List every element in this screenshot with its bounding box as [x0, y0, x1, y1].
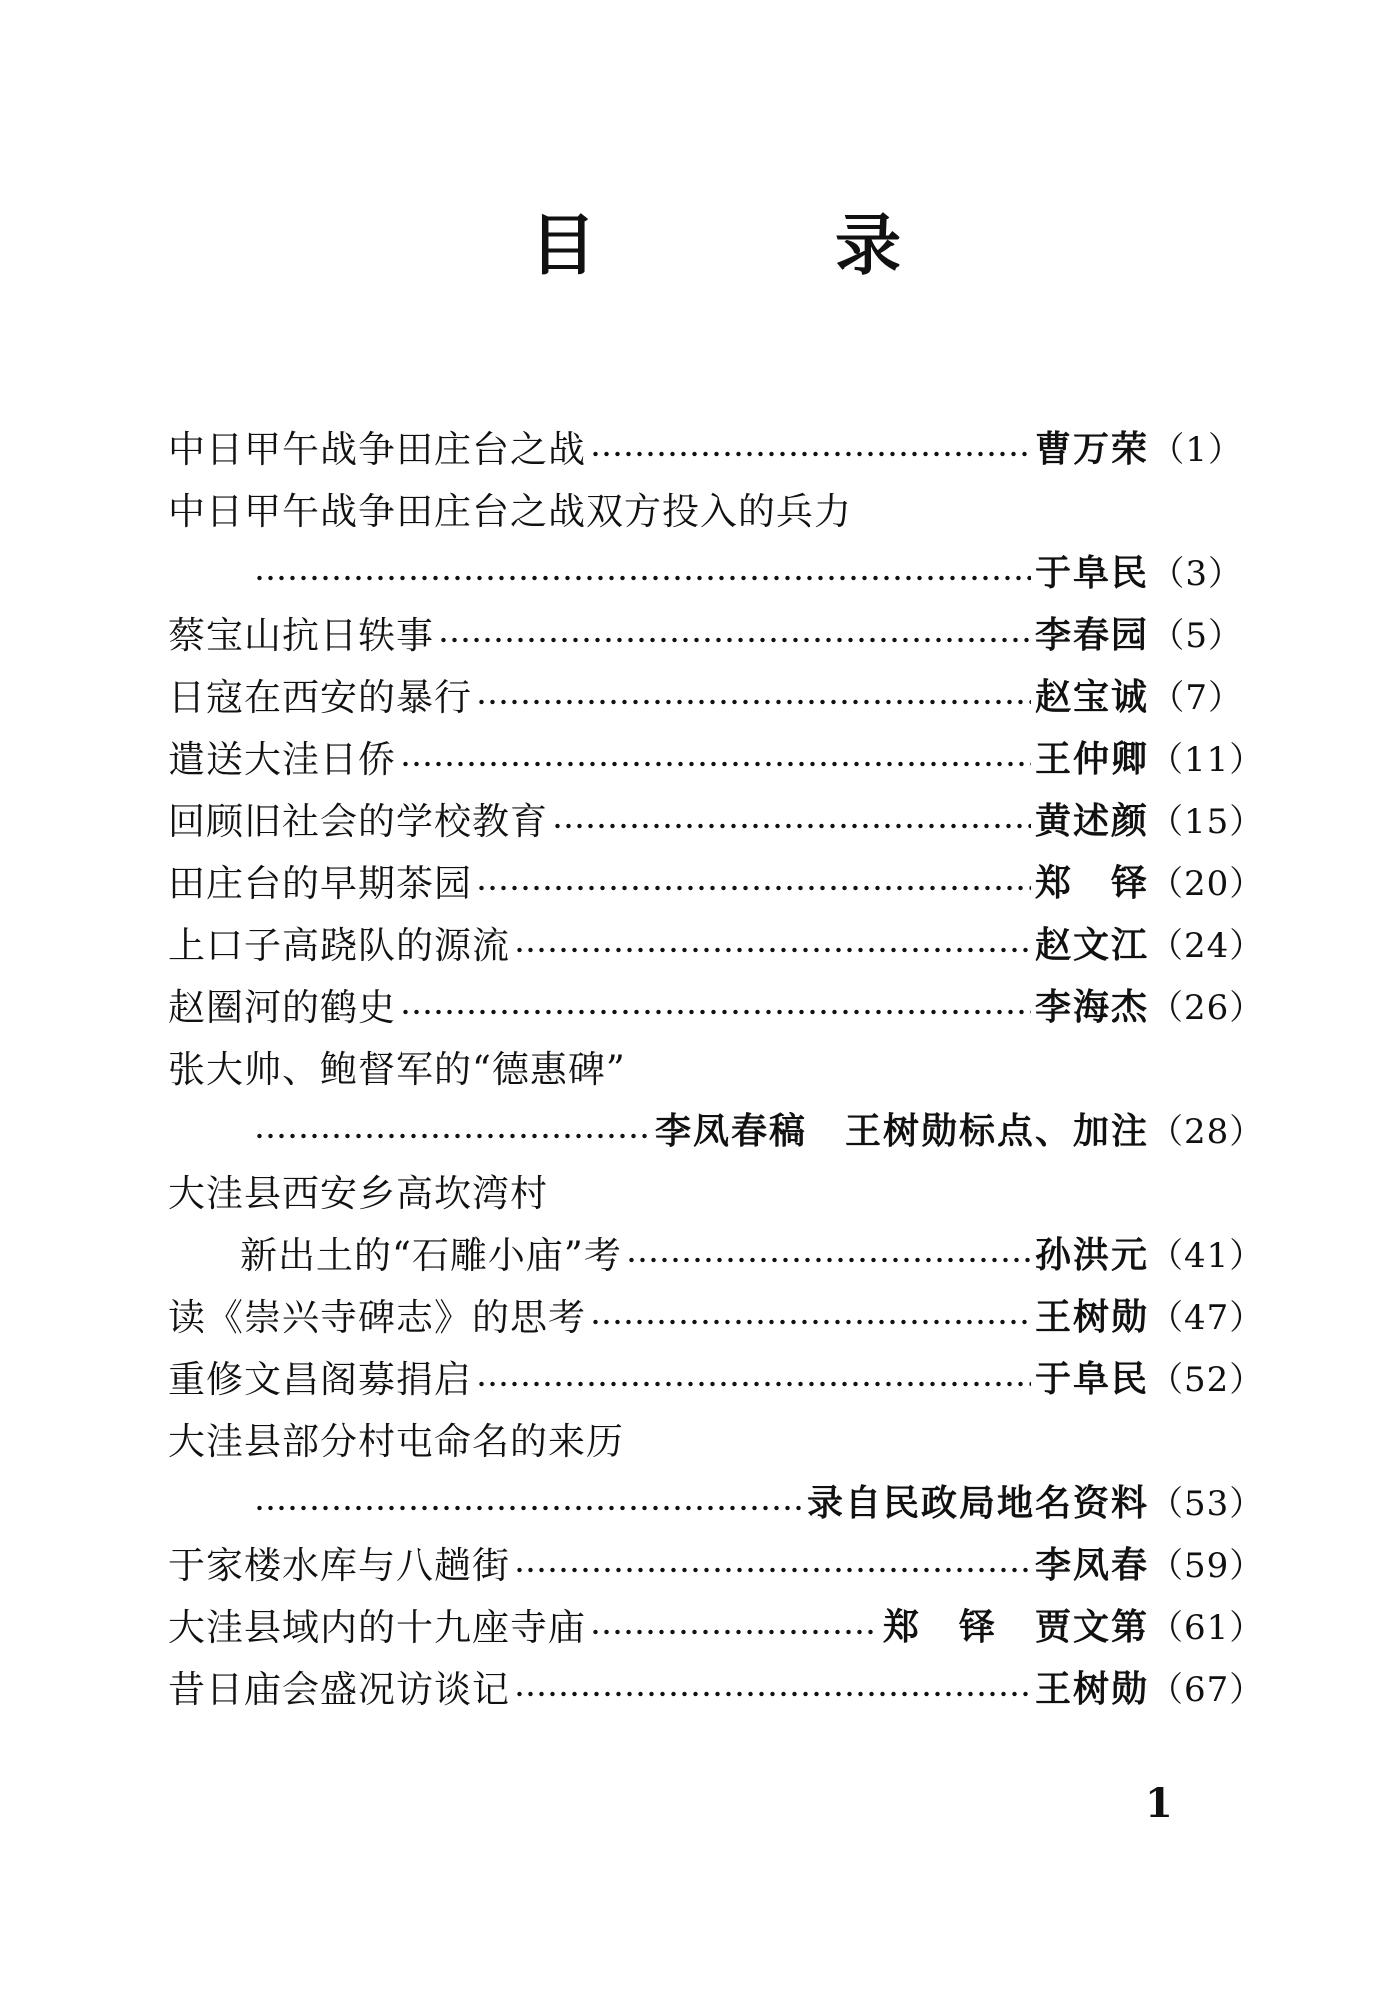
entry-page: （3）	[1150, 554, 1243, 594]
entry-title: 新出土的“石雕小庙”考	[240, 1234, 622, 1277]
toc-entry	[168, 420, 1243, 480]
entry-author: 于阜民	[1034, 553, 1149, 594]
toc-entry-continuation	[250, 1474, 1265, 1534]
entry-title: 回顾旧社会的学校教育	[168, 800, 548, 843]
toc-entry	[168, 1164, 1243, 1224]
leader-dots	[590, 1318, 1031, 1326]
entry-author: 王树勋	[1034, 1669, 1149, 1710]
leader-dots	[254, 1132, 651, 1140]
toc-entry	[168, 854, 1265, 914]
entry-author: 曹万荣	[1034, 429, 1149, 470]
entry-author: 录自民政局地名资料	[806, 1483, 1149, 1524]
toc-entry-continuation	[240, 1226, 1265, 1286]
entry-title: 读《崇兴寺碑志》的思考	[168, 1296, 586, 1339]
leader-dots	[254, 574, 1031, 582]
toc-entry	[168, 1660, 1265, 1720]
leader-dots	[400, 760, 1031, 768]
entry-author: 黄述颜	[1034, 801, 1149, 842]
entry-page: （59）	[1149, 1546, 1265, 1586]
entry-page: （53）	[1149, 1484, 1265, 1524]
toc-entry	[168, 1350, 1265, 1410]
toc-entry	[168, 978, 1265, 1038]
leader-dots	[438, 636, 1031, 644]
leader-dots	[514, 1566, 1031, 1574]
entry-page: （24）	[1149, 926, 1265, 966]
entry-page: （52）	[1149, 1360, 1265, 1400]
entry-title: 中日甲午战争田庄台之战双方投入的兵力	[168, 490, 852, 533]
toc-entry	[168, 482, 1243, 542]
entry-author: 孙洪元	[1034, 1235, 1149, 1276]
toc-entry	[168, 668, 1243, 728]
title-char-2: 录	[835, 206, 901, 284]
entry-title: 中日甲午战争田庄台之战	[168, 428, 586, 471]
entry-page: （15）	[1149, 802, 1265, 842]
leader-dots	[400, 1008, 1031, 1016]
entry-title: 田庄台的早期茶园	[168, 862, 472, 905]
entry-title: 昔日庙会盛况访谈记	[168, 1668, 510, 1711]
entry-author: 王仲卿	[1034, 739, 1149, 780]
entry-page: （20）	[1149, 864, 1265, 904]
entry-title: 大洼县部分村屯命名的来历	[168, 1420, 624, 1463]
entry-author: 李凤春稿 王树勋标点、加注	[654, 1111, 1149, 1152]
leader-dots	[514, 1690, 1031, 1698]
entry-title: 赵圈河的鹤史	[168, 986, 396, 1029]
entry-author: 赵宝诚	[1034, 677, 1149, 718]
entry-page: （28）	[1149, 1112, 1265, 1152]
toc-entry	[168, 1040, 1243, 1100]
toc-entry	[168, 730, 1265, 790]
entry-page: （47）	[1149, 1298, 1265, 1338]
entry-author: 李凤春	[1034, 1545, 1149, 1586]
entry-page: （61）	[1149, 1608, 1265, 1648]
entry-title: 张大帅、鲍督军的“德惠碑”	[168, 1048, 626, 1091]
entry-title: 上口子高跷队的源流	[168, 924, 510, 967]
entry-author: 李海杰	[1034, 987, 1149, 1028]
leader-dots	[552, 822, 1031, 830]
toc-entry	[168, 1412, 1243, 1472]
toc-entry	[168, 1536, 1265, 1596]
toc-entry-continuation	[250, 544, 1243, 604]
entry-page: （67）	[1149, 1670, 1265, 1710]
toc-entry-continuation	[250, 1102, 1265, 1162]
toc-entry	[168, 916, 1265, 976]
entry-page: （1）	[1150, 430, 1243, 470]
toc-entry	[168, 1288, 1265, 1348]
entry-page: （41）	[1149, 1236, 1265, 1276]
entry-title: 大洼县西安乡高坎湾村	[168, 1172, 548, 1215]
toc-entry	[168, 606, 1243, 666]
title-char-1: 目	[530, 206, 596, 284]
entry-page: （26）	[1149, 988, 1265, 1028]
leader-dots	[590, 450, 1031, 458]
leader-dots	[590, 1628, 879, 1636]
leader-dots	[476, 1380, 1031, 1388]
leader-dots	[476, 884, 1031, 892]
entry-author: 于阜民	[1034, 1359, 1149, 1400]
entry-title: 于家楼水库与八趟街	[168, 1544, 510, 1587]
entry-page: （7）	[1150, 678, 1243, 718]
entry-page: （11）	[1149, 740, 1265, 780]
leader-dots	[476, 698, 1031, 706]
toc-entry	[168, 792, 1265, 852]
entry-author: 王树勋	[1034, 1297, 1149, 1338]
toc-entry	[168, 1598, 1265, 1658]
entry-page: （5）	[1150, 616, 1243, 656]
leader-dots	[254, 1504, 803, 1512]
entry-author: 赵文江	[1034, 925, 1149, 966]
entry-author: 郑 铎	[1034, 863, 1149, 904]
toc-title	[0, 205, 1393, 285]
entry-author: 郑 铎 贾文第	[882, 1607, 1149, 1648]
leader-dots	[514, 946, 1031, 954]
entry-title: 遣送大洼日侨	[168, 738, 396, 781]
entry-title: 日寇在西安的暴行	[168, 676, 472, 719]
entry-title: 重修文昌阁募捐启	[168, 1358, 472, 1401]
page-number: 1	[1145, 1780, 1173, 1827]
entry-title: 蔡宝山抗日轶事	[168, 614, 434, 657]
leader-dots	[626, 1256, 1031, 1264]
entry-title: 大洼县域内的十九座寺庙	[168, 1606, 586, 1649]
entry-author: 李春园	[1034, 615, 1149, 656]
